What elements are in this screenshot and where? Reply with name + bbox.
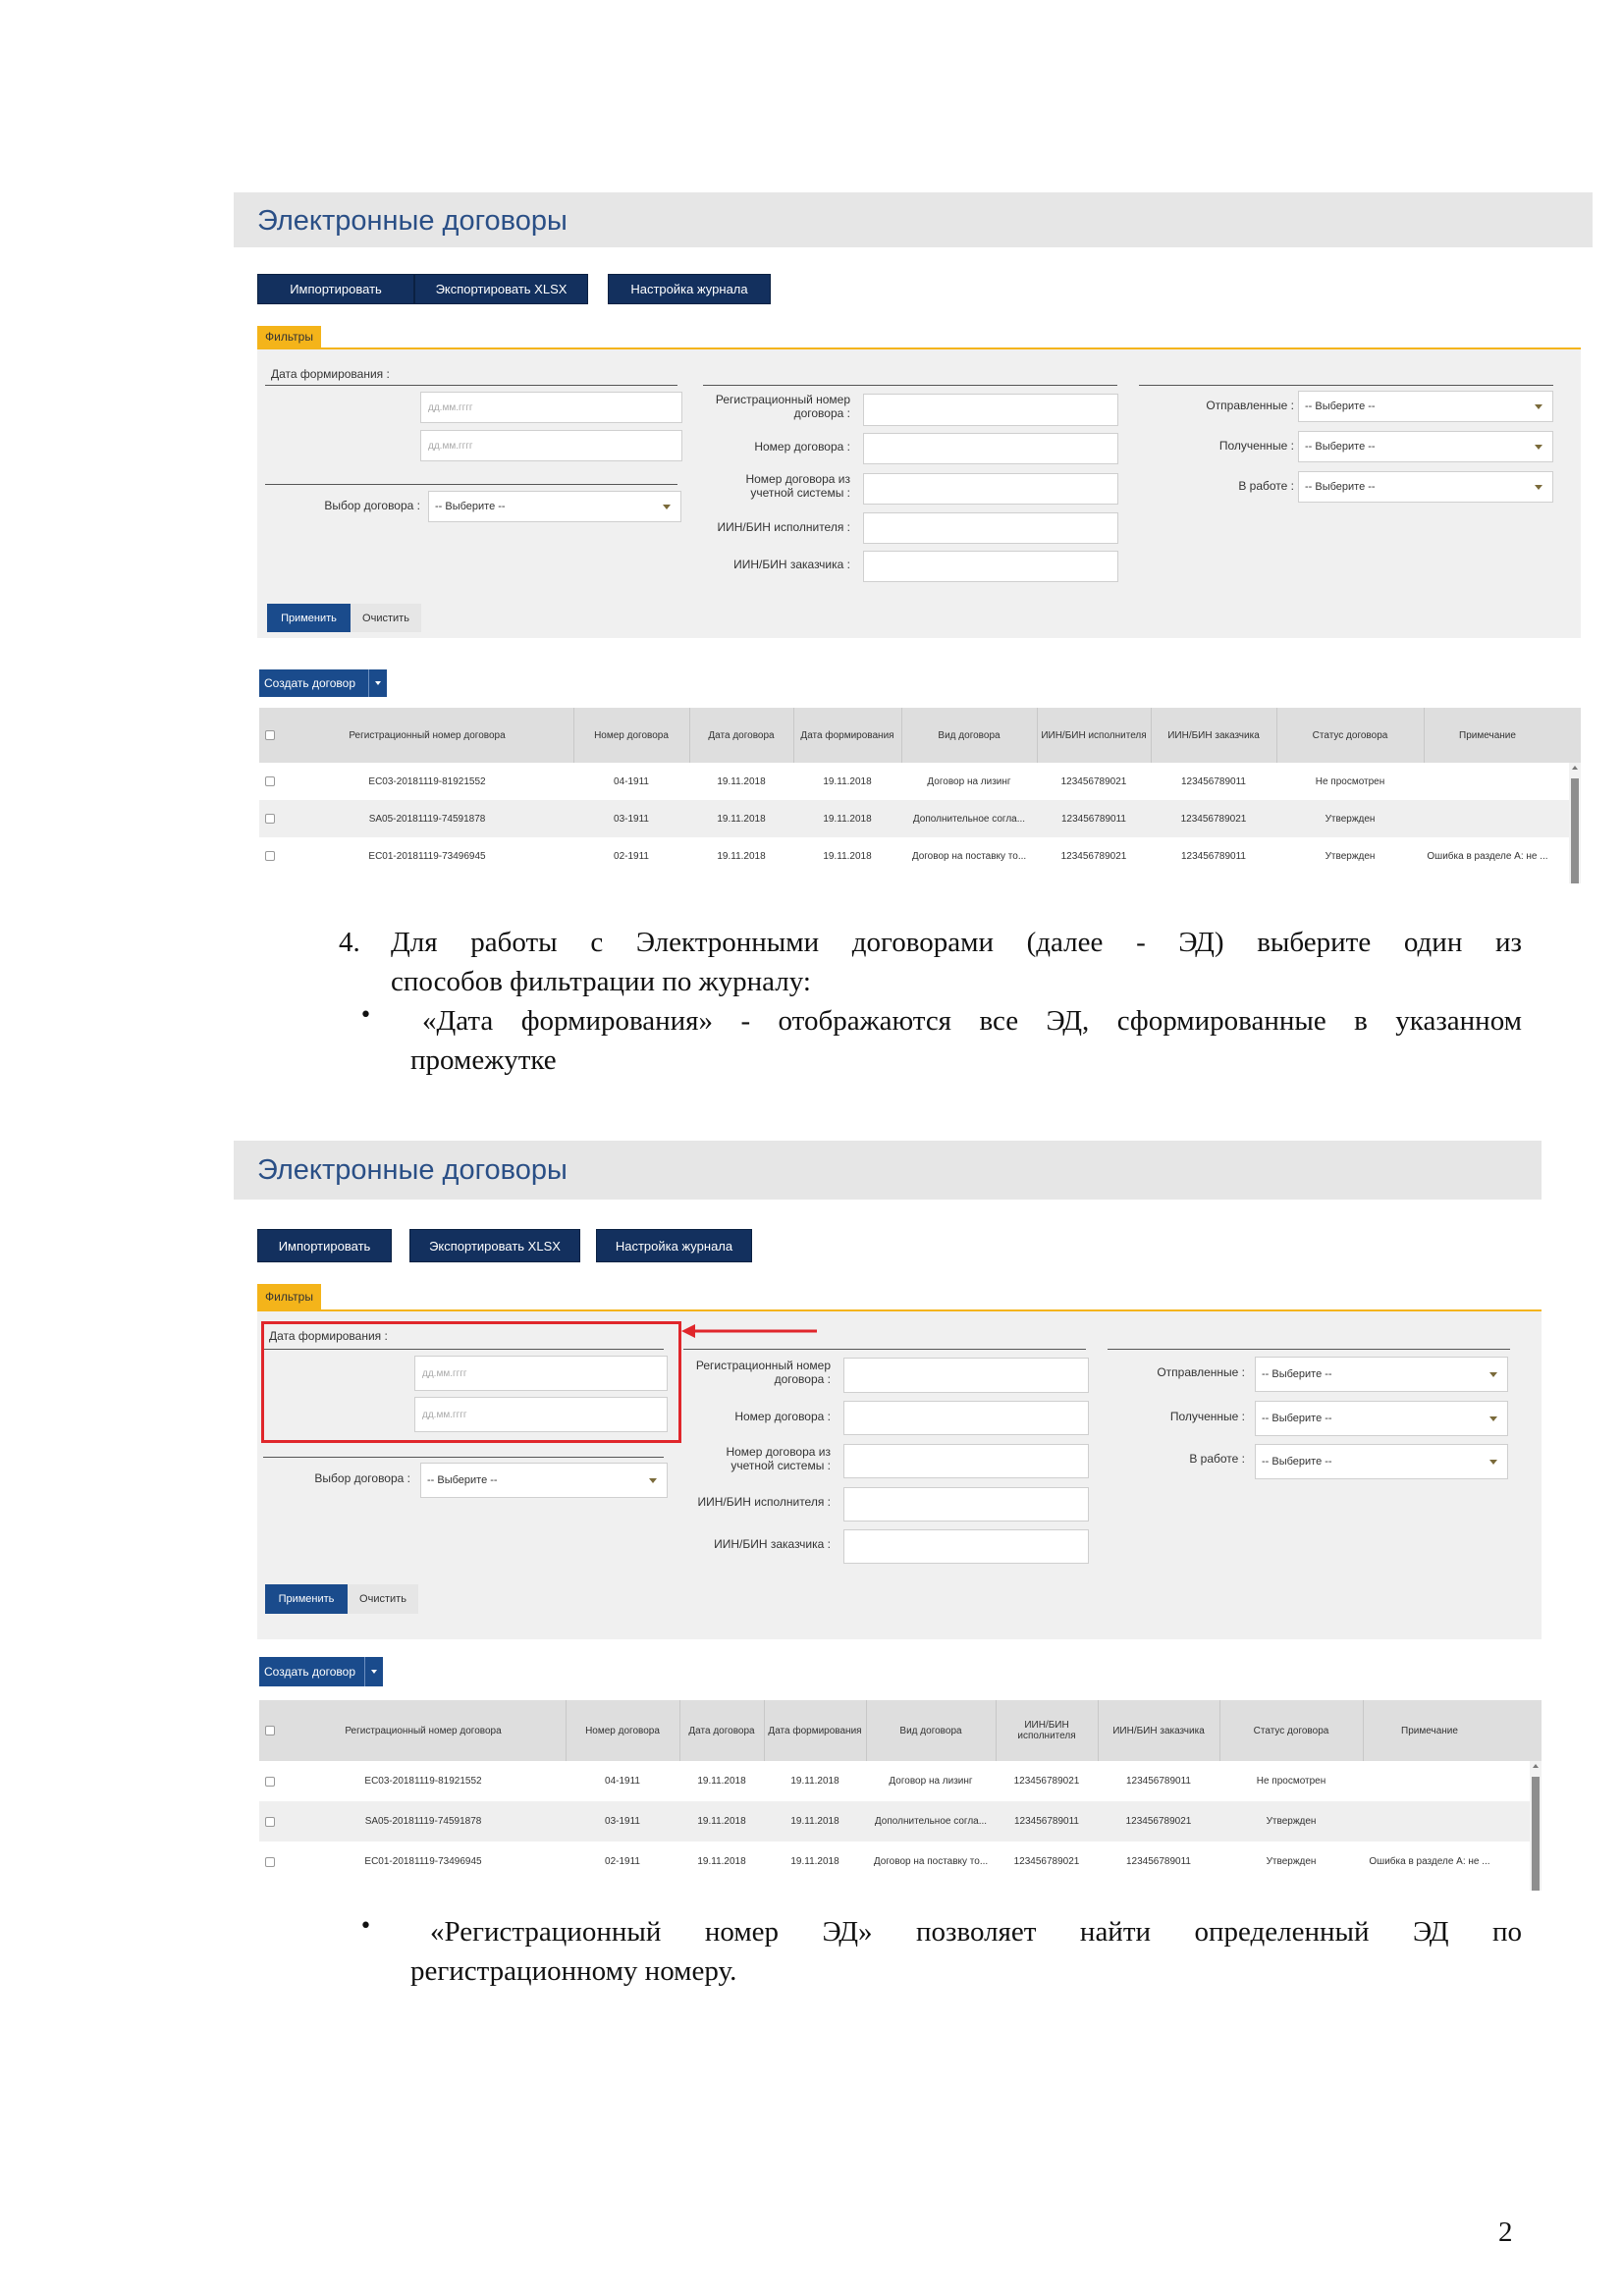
table-row[interactable] [259,800,1569,837]
contract-number-label: Номер договора : [754,440,850,454]
reg-number-label: Регистрационный номер договора : [715,393,850,420]
account-number-input[interactable] [863,473,1118,505]
contract-number-label: Номер договора : [734,1410,831,1423]
cell-executor: 123456789021 [1013,1856,1080,1867]
import-button[interactable]: Импортировать [257,1229,392,1262]
cell-note [1363,1761,1496,1801]
cell-contract-date: 19.11.2018 [697,1816,746,1827]
col-customer[interactable]: ИИН/БИН заказчика [1112,1725,1205,1736]
received-label: Полученные : [1218,439,1294,453]
filters-tab[interactable]: Фильтры [257,326,321,347]
contracts-table-1 [259,708,1581,883]
left-separator [263,1457,664,1458]
chevron-down-icon [649,1478,657,1483]
apply-button[interactable]: Применить [265,1584,348,1614]
in-work-select[interactable] [1255,1444,1508,1479]
cell-formation-date: 19.11.2018 [823,850,872,862]
col-status[interactable]: Статус договора [1312,729,1388,741]
col-contract-number[interactable]: Номер договора [585,1725,660,1736]
journal-settings-button[interactable]: Настройка журнала [608,274,771,304]
cell-contract-date: 19.11.2018 [697,1776,746,1787]
contract-choice-label: Выбор договора : [324,499,420,512]
cell-formation-date: 19.11.2018 [790,1856,839,1867]
cell-customer: 123456789011 [1181,775,1246,787]
cell-contract-date: 19.11.2018 [697,1856,746,1867]
cell-contract-type: Дополнительное согла... [874,1816,988,1827]
cell-reg-number: EC03-20181119-81921552 [368,775,486,787]
cell-reg-number: EC01-20181119-73496945 [368,850,486,862]
customer-input[interactable] [843,1529,1089,1564]
row-checkbox[interactable] [259,837,281,875]
create-contract-label: Создать договор [264,1665,355,1679]
cell-contract-type: Дополнительное согла... [912,813,1026,825]
col-note[interactable]: Примечание [1459,729,1516,741]
clear-button[interactable]: Очистить [348,1584,418,1614]
bullet-2-line-1: «Регистрационный номер ЭД» позволяет найти определенный ЭД по [430,1916,1522,1948]
cell-contract-number: 02-1911 [614,850,649,862]
cell-contract-type: Договор на поставку то... [873,1856,989,1867]
col-contract-date[interactable]: Дата договора [688,1725,755,1736]
page-title: Электронные договоры [257,1154,568,1186]
bullet-2-line-2: регистрационному номеру. [410,1955,737,1987]
item-4-line-2: способов фильтрации по журналу: [391,966,811,997]
chevron-down-icon [1489,1460,1497,1465]
col-note[interactable]: Примечание [1401,1725,1458,1736]
bullet-1-line-1: «Дата формирования» - отображаются все ЭД, сформированные в указанном [422,1005,1522,1037]
cell-note [1424,800,1551,837]
table-row[interactable] [259,1801,1530,1842]
chevron-down-icon [1489,1372,1497,1377]
select-all-checkbox[interactable] [259,708,281,763]
row-checkbox[interactable] [259,1761,281,1801]
customer-input[interactable] [863,551,1118,582]
date-to-input[interactable]: дд.мм.гггг [414,1397,668,1432]
cell-executor: 123456789021 [1060,850,1127,862]
col-status[interactable]: Статус договора [1253,1725,1329,1736]
customer-label: ИИН/БИН заказчика : [714,1537,831,1551]
cell-note [1363,1801,1496,1842]
row-checkbox[interactable] [259,1801,281,1842]
date-to-input[interactable]: дд.мм.гггг [420,430,682,461]
item-4-line-1: Для работы с Электронными договорами (далее - ЭД) выберите один из [391,927,1522,958]
cell-contract-number: 03-1911 [605,1816,640,1827]
in-work-label: В работе : [1189,1452,1245,1466]
in-work-select[interactable] [1298,471,1553,503]
contracts-table-2 [259,1700,1542,1891]
export-xlsx-button[interactable]: Экспортировать XLSX [409,1229,580,1262]
in-work-label: В работе : [1238,479,1294,493]
received-select-value: -- Выберите -- [1262,1413,1332,1424]
sent-select-value: -- Выберите -- [1262,1368,1332,1380]
col-reg-number[interactable]: Регистрационный номер договора [349,729,506,741]
table-scrollbar[interactable] [1569,763,1581,883]
chevron-down-icon [663,505,671,509]
cell-note: Ошибка в разделе А: не ... [1369,1856,1490,1867]
row-checkbox[interactable] [259,763,281,800]
right-separator [1139,385,1553,386]
customer-label: ИИН/БИН заказчика : [733,558,850,571]
cell-customer: 123456789021 [1180,813,1247,825]
create-contract-label: Создать договор [264,676,355,690]
col-executor[interactable]: ИИН/БИН исполнителя [1017,1720,1076,1741]
cell-formation-date: 19.11.2018 [790,1816,839,1827]
scroll-up-arrow-icon[interactable] [1533,1764,1539,1768]
in-work-select-value: -- Выберите -- [1262,1456,1332,1468]
chevron-down-icon [1535,404,1542,409]
received-label: Полученные : [1169,1410,1245,1423]
cell-contract-number: 03-1911 [614,813,649,825]
cell-status: Утвержден [1325,850,1376,862]
received-select[interactable] [1255,1401,1508,1436]
col-formation-date[interactable]: Дата формирования [800,729,894,741]
scrollbar-thumb[interactable] [1532,1777,1540,1891]
create-contract-button[interactable] [259,1657,383,1686]
executor-input[interactable] [843,1487,1089,1522]
page-header [234,1141,1542,1200]
chevron-down-icon [1535,485,1542,490]
row-checkbox[interactable] [259,800,281,837]
executor-label: ИИН/БИН исполнителя : [717,520,850,534]
cell-contract-type: Договор на лизинг [889,1776,973,1787]
date-group-label: Дата формирования : [269,1329,388,1343]
right-separator [1108,1349,1510,1350]
reg-number-input[interactable] [843,1358,1089,1393]
row-checkbox[interactable] [259,1842,281,1882]
cell-customer: 123456789021 [1125,1816,1192,1827]
cell-customer: 123456789011 [1181,850,1246,862]
left-separator [265,484,677,485]
page-number: 2 [1498,2216,1513,2248]
cell-status: Утвержден [1266,1816,1317,1827]
cell-customer: 123456789011 [1126,1856,1191,1867]
contract-choice-value: -- Выберите -- [435,501,506,512]
sent-select[interactable] [1255,1357,1508,1392]
middle-separator [703,385,1117,386]
col-contract-type[interactable]: Вид договора [899,1725,962,1736]
cell-contract-date: 19.11.2018 [717,813,766,825]
sent-label: Отправленные : [1206,399,1294,412]
contract-number-input[interactable] [843,1401,1089,1435]
table-scrollbar[interactable] [1530,1761,1542,1891]
cell-reg-number: EC01-20181119-73496945 [364,1856,482,1867]
account-number-label: Номер договора из учетной системы : [726,1445,831,1472]
table-header [259,1700,1542,1761]
page-title: Электронные договоры [257,205,568,237]
cell-formation-date: 19.11.2018 [790,1776,839,1787]
account-number-input[interactable] [843,1444,1089,1478]
executor-label: ИИН/БИН исполнителя : [697,1495,831,1509]
highlight-box [261,1321,681,1443]
scrollbar-thumb[interactable] [1571,778,1579,883]
cell-status: Не просмотрен [1256,1776,1326,1787]
contract-number-input[interactable] [863,433,1118,464]
received-select-value: -- Выберите -- [1305,441,1376,453]
date-from-input[interactable]: дд.мм.гггг [414,1356,668,1391]
cell-formation-date: 19.11.2018 [823,813,872,825]
col-executor[interactable]: ИИН/БИН исполнителя [1041,729,1147,741]
contract-choice-label: Выбор договора : [314,1471,410,1485]
import-button[interactable]: Импортировать [257,274,414,304]
reg-number-input[interactable] [863,394,1118,426]
bullet-1-icon: • [359,1003,372,1028]
screenshot-2 [234,1141,1542,1891]
cell-customer: 123456789011 [1126,1776,1191,1787]
export-xlsx-button-1[interactable]: Экспортировать XLSX [414,274,588,304]
col-customer[interactable]: ИИН/БИН заказчика [1167,729,1260,741]
received-select[interactable] [1298,431,1553,462]
col-formation-date[interactable]: Дата формирования [768,1725,862,1736]
cell-contract-number: 02-1911 [605,1856,640,1867]
date-from-input[interactable]: дд.мм.гггг [420,392,682,423]
cell-note [1424,763,1551,800]
bullet-1-line-2: промежутке [410,1044,557,1076]
date-group-separator [265,385,677,386]
table-row[interactable] [259,837,1569,875]
col-contract-date[interactable]: Дата договора [708,729,775,741]
col-contract-number[interactable]: Номер договора [594,729,669,741]
cell-executor: 123456789021 [1013,1776,1080,1787]
red-arrow-icon [681,1323,819,1339]
cell-contract-number: 04-1911 [614,775,649,787]
create-contract-button[interactable] [259,669,387,697]
cell-formation-date: 19.11.2018 [823,775,872,787]
reg-number-label: Регистрационный номер договора : [695,1359,831,1386]
col-reg-number[interactable]: Регистрационный номер договора [345,1725,502,1736]
filters-tab[interactable]: Фильтры [257,1284,321,1309]
journal-settings-button[interactable]: Настройка журнала [596,1229,752,1262]
sent-label: Отправленные : [1157,1365,1245,1379]
contract-choice-select[interactable] [420,1463,668,1498]
cell-status: Утвержден [1325,813,1376,825]
contract-choice-value: -- Выберите -- [427,1474,498,1486]
executor-input[interactable] [863,512,1118,544]
cell-contract-type: Договор на поставку то... [911,850,1027,862]
cell-executor: 123456789021 [1060,775,1127,787]
sent-select[interactable] [1298,391,1553,422]
apply-button[interactable]: Применить [267,604,351,632]
cell-reg-number: SA05-20181119-74591878 [368,813,486,825]
cell-reg-number: SA05-20181119-74591878 [364,1816,482,1827]
cell-contract-type: Договор на лизинг [927,775,1011,787]
scroll-up-arrow-icon[interactable] [1572,766,1578,770]
table-row[interactable] [259,763,1569,800]
cell-reg-number: EC03-20181119-81921552 [364,1776,482,1787]
dropdown-arrow-icon[interactable] [364,1657,383,1686]
col-contract-type[interactable]: Вид договора [938,729,1001,741]
cell-contract-date: 19.11.2018 [717,775,766,787]
middle-separator [683,1349,1086,1350]
table-row[interactable] [259,1761,1530,1801]
chevron-down-icon [1535,445,1542,450]
in-work-select-value: -- Выберите -- [1305,481,1376,493]
sent-select-value: -- Выберите -- [1305,400,1376,412]
cell-contract-number: 04-1911 [605,1776,640,1787]
table-row[interactable] [259,1842,1530,1882]
item-4-number: 4. [339,927,360,958]
select-all-checkbox[interactable] [259,1700,281,1761]
clear-button[interactable]: Очистить [351,604,421,632]
cell-status: Утвержден [1266,1856,1317,1867]
cell-executor: 123456789011 [1014,1816,1079,1827]
chevron-down-icon [1489,1416,1497,1421]
table-header [259,708,1581,763]
cell-status: Не просмотрен [1315,775,1385,787]
cell-executor: 123456789011 [1061,813,1126,825]
bullet-2-icon: • [359,1914,372,1939]
account-number-label: Номер договора из учетной системы : [745,472,850,500]
contract-choice-select[interactable] [428,491,681,522]
dropdown-arrow-icon[interactable] [368,669,387,697]
cell-note: Ошибка в разделе А: не ... [1427,850,1548,862]
date-group-label: Дата формирования : [271,367,390,381]
cell-contract-date: 19.11.2018 [717,850,766,862]
screenshot-1-content [234,192,1593,883]
